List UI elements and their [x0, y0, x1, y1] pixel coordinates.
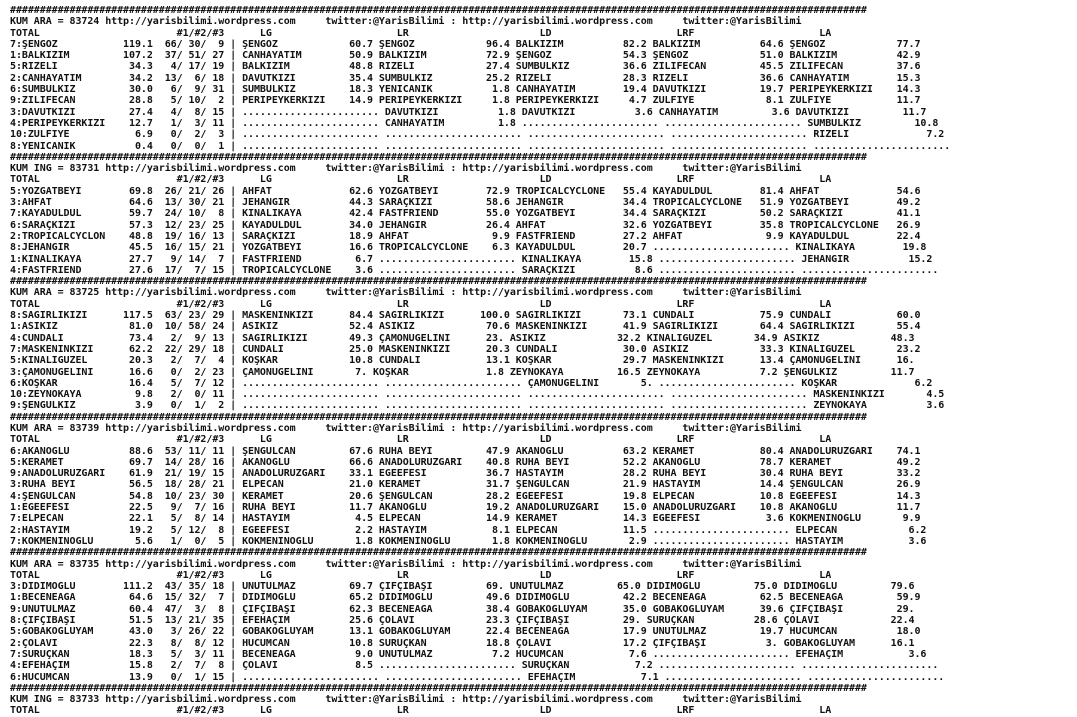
- column-headers: TOTAL #1/#2/#3 LG LR LD LRF LA: [10, 705, 832, 717]
- race-header: KUM ARA = 83739 http://yarisbilimi.wordpress.com twitter:@YarisBilimi : http://yarisbilimi.wordpress.com twitter:@YarisBilimi: [10, 422, 802, 434]
- horse-row: 5:KERAMET 69.7 14/ 28/ 16 | AKANOĞLU 66.6 ANADOLURÜZGARI 40.8 RUHA BEYİ 52.2 AKANOĞLU 78.7 KERAMET 49.2: [10, 456, 921, 468]
- column-headers: TOTAL #1/#2/#3 LG LR LD LRF LA: [10, 174, 832, 186]
- horse-row: 2:HASTAYIM 19.2 5/ 12/ 8 | EGEEFESİ 2.2 HASTAYIM 8.1 ELPECAN 11.5 ....................... ELPECAN 6.2: [10, 524, 927, 536]
- section-separator: ################################################################################################################################################: [10, 5, 867, 16]
- horse-row: 8:SAĞIRLIKIZI 117.5 63/ 23/ 29 | MASKENİNKIZI 84.4 SAĞIRLIKIZI 100.0 SAĞIRLIKIZI 73.1 CUNDALI 75.9 CUNDALI 60.0: [10, 310, 921, 322]
- horse-row: 1:BECENEAĞA 64.6 15/ 32/ 7 | DİDİMOĞLU 65.2 DİDİMOĞLU 49.6 DİDİMOĞLU 42.2 BECENEAĞA 62.5 BECENEAĞA 59.9: [10, 592, 921, 604]
- horse-row: 6:SÜMBÜLKIZ 30.0 6/ 9/ 31 | SÜMBÜLKIZ 18.3 YENİCANİK 1.8 CANHAYATIM 19.4 DAVUTKIZI 19.7 PERİPEYKERKIZI 14.3: [10, 84, 921, 96]
- horse-row: 6:SARAÇKIZI 57.3 12/ 23/ 25 | KAYADÜLDÜL 34.0 JEHANGIR 26.4 AHFAT 32.6 YOZGATBEYİ 35.8 TROPICALCYCLONE 26.9: [10, 219, 921, 231]
- horse-row: 10:ZEYNOKAYA 9.8 2/ 0/ 11 | ....................... ....................... ....................... ....................... MASKENİNKIZI 4.5: [10, 389, 945, 401]
- horse-row: 9:ANADOLURÜZGARI 61.9 21/ 19/ 15 | ANADOLURÜZGARI 33.1 EGEEFESİ 36.7 HASTAYIM 28.2 RUHA BEYİ 30.4 RUHA BEYİ 33.2: [10, 468, 921, 480]
- column-headers: TOTAL #1/#2/#3 LG LR LD LRF LA: [10, 298, 832, 310]
- horse-row: 5:GOBAKOĞLUYAM 43.0 3/ 26/ 22 | GOBAKOĞLUYAM 13.1 GOBAKOĞLUYAM 22.4 BECENEAĞA 17.9 UNUTULMAZ 19.7 HÜCUMCAN 18.0: [10, 626, 921, 638]
- column-headers: TOTAL #1/#2/#3 LG LR LD LRF LA: [10, 27, 832, 39]
- horse-row: 7:KAYADÜLDÜL 59.7 24/ 10/ 8 | KINALIKAYA 42.4 FASTFRIEND 55.0 YOZGATBEYİ 34.4 SARAÇKIZI 50.2 SARAÇKIZI 41.1: [10, 208, 921, 220]
- horse-row: 1:ASIKIZ 81.0 10/ 58/ 24 | ASIKIZ 52.4 ASIKIZ 70.6 MASKENİNKIZI 41.9 SAĞIRLIKIZI 64.4 SAĞIRLIKIZI 55.4: [10, 321, 921, 333]
- section-separator: ################################################################################################################################################: [10, 411, 867, 423]
- column-headers: TOTAL #1/#2/#3 LG LR LD LRF LA: [10, 434, 832, 446]
- column-headers: TOTAL #1/#2/#3 LG LR LD LRF LA: [10, 569, 832, 581]
- horse-row: 9:ZİLİFECAN 28.8 5/ 10/ 2 | PERİPEYKERKIZI 14.9 PERİPEYKERKIZI 1.8 PERİPEYKERKIZI 4.7 ZÜLFİYE 8.1 ZÜLFİYE 11.7: [10, 95, 921, 107]
- horse-row: 4:PERİPEYKERKIZI 12.7 1/ 3/ 11 | ....................... CANHAYATIM 1.8 ....................... ....................... SÜMBÜLKIZ 10.8: [10, 117, 939, 129]
- horse-row: 4:CUNDALI 73.4 2/ 9/ 13 | SAĞIRLIKIZI 49.3 ÇAMÖNÜGELİNİ 23. ASIKIZ 32.2 KINALIGÜZEL 34.9 ASIKIZ 48.3: [10, 332, 915, 344]
- race-report-sheet: [10, 5, 950, 717]
- horse-row: 2:ÇOLAVİ 22.3 8/ 8/ 12 | HÜCUMCAN 10.8 SURUÇKAN 18.8 ÇOLAVİ 17.2 ÇİFÇİBAŞI 3. GOBAKOĞLUYAM 16.1: [10, 637, 915, 649]
- horse-row: 3:DAVUTKIZI 27.4 4/ 8/ 15 | ....................... DAVUTKIZI 1.8 DAVUTKIZI 3.6 CANHAYATIM 3.6 DAVUTKIZI 11.7: [10, 106, 927, 118]
- horse-row: 1:KINALIKAYA 27.7 9/ 14/ 7 | FASTFRIEND 6.7 ....................... KINALIKAYA 15.8 ....................... JEHANGIR 15.2: [10, 253, 933, 265]
- horse-row: 7:ELPECAN 22.1 5/ 8/ 14 | HASTAYIM 4.5 ELPECAN 14.9 KERAMET 14.3 EGEEFESİ 3.6 KÖKMENİNOĞLU 9.9: [10, 513, 921, 525]
- race-header: KUM ARA = 83735 http://yarisbilimi.wordpress.com twitter:@YarisBilimi : http://yarisbilimi.wordpress.com twitter:@YarisBilimi: [10, 558, 802, 570]
- horse-row: 10:ZÜLFİYE 6.9 0/ 2/ 3 | ....................... ....................... ....................... ....................... RİZELİ 7.2: [10, 129, 945, 141]
- horse-row: 5:YOZGATBEYİ 69.8 26/ 21/ 26 | AHFAT 62.6 YOZGATBEYİ 72.9 TROPICALCYCLONE 55.4 KAYADÜLDÜL 81.4 AHFAT 54.6: [10, 185, 921, 197]
- horse-row: 7:SURUÇKAN 18.3 5/ 3/ 11 | BECENEAĞA 9.0 UNUTULMAZ 7.2 HÜCUMCAN 7.6 ....................... EFEHAÇİM 3.6: [10, 648, 927, 660]
- section-separator: ################################################################################################################################################: [10, 276, 867, 288]
- horse-row: 3:AHFAT 64.6 13/ 30/ 21 | JEHANGIR 44.3 SARAÇKIZI 58.6 JEHANGIR 34.4 TROPICALCYCLONE 51.9 YOZGATBEYİ 49.2: [10, 197, 921, 209]
- race-header: KUM ARA = 83725 http://yarisbilimi.wordpress.com twitter:@YarisBilimi : http://yarisbilimi.wordpress.com twitter:@YarisBilimi: [10, 287, 802, 299]
- horse-row: 1:EGEEFESİ 22.5 9/ 7/ 16 | RUHA BEYİ 11.7 AKANOĞLU 19.2 ANADOLURÜZGARI 15.0 ANADOLURÜZGARI 10.8 AKANOĞLU 11.7: [10, 502, 921, 514]
- race-header: KUM ING = 83733 http://yarisbilimi.wordpress.com twitter:@YarisBilimi : http://yarisbilimi.wordpress.com twitter:@YarisBilimi: [10, 694, 802, 706]
- horse-row: 7:KÖKMENİNOĞLU 5.6 1/ 0/ 5 | KÖKMENİNOĞLU 1.8 KÖKMENİNOĞLU 1.8 KÖKMENİNOĞLU 2.9 ....................... HASTAYIM 3.6: [10, 535, 927, 547]
- horse-row: 6:AKANOĞLU 88.6 53/ 11/ 11 | ŞENGÜLCAN 67.6 RUHA BEYİ 47.9 AKANOĞLU 63.2 KERAMET 80.4 ANADOLURÜZGARI 74.1: [10, 445, 921, 457]
- horse-row: 3:RUHA BEYİ 56.5 18/ 28/ 21 | ELPECAN 21.0 KERAMET 31.7 ŞENGÜLCAN 21.9 HASTAYIM 14.4 ŞENGÜLCAN 26.9: [10, 479, 921, 491]
- section-separator: ################################################################################################################################################: [10, 682, 867, 694]
- horse-row: 8:JEHANGIR 45.5 16/ 15/ 21 | YOZGATBEYİ 16.6 TROPICALCYCLONE 6.3 KAYADÜLDÜL 20.7 ....................... KINALIKAYA 19.8: [10, 242, 927, 254]
- horse-row: 6:KOŞKAR 16.4 5/ 7/ 12 | ....................... ....................... ÇAMÖNÜGELİNİ 5. ....................... KOŞKAR 6.2: [10, 377, 933, 389]
- section-separator: ################################################################################################################################################: [10, 547, 867, 559]
- horse-row: 7:ŞENGÖZ 119.1 66/ 30/ 9 | ŞENGÖZ 60.7 ŞENGÖZ 96.4 BALKIZIM 82.2 BALKIZIM 64.6 ŞENGÖZ 77.7: [10, 38, 921, 50]
- horse-row: 2:CANHAYATIM 34.2 13/ 6/ 18 | DAVUTKIZI 35.4 SÜMBÜLKIZ 25.2 RİZELİ 28.3 RİZELİ 36.6 CANHAYATIM 15.3: [10, 72, 921, 84]
- horse-row: 4:ŞENGÜLCAN 54.8 10/ 23/ 30 | KERAMET 20.6 ŞENGÜLCAN 28.2 EGEEFESİ 19.8 ELPECAN 10.8 EGEEFESİ 14.3: [10, 490, 921, 502]
- horse-row: 2:TROPICALCYCLON 48.8 19/ 16/ 13 | SARAÇKIZI 18.9 AHFAT 9.9 FASTFRIEND 27.2 AHFAT 9.9 KAYADÜLDÜL 22.4: [10, 230, 921, 242]
- horse-row: 5:RİZELİ 34.3 4/ 17/ 19 | BALKIZIM 48.8 RİZELİ 27.4 SÜMBÜLKIZ 36.6 ZİLİFECAN 45.5 ZİLİFECAN 37.6: [10, 61, 921, 73]
- horse-row: 3:ÇAMÖNÜGELİNİ 16.6 0/ 2/ 23 | ÇAMÖNÜGELİNİ 7. KOŞKAR 1.8 ZEYNOKAYA 16.5 ZEYNOKAYA 7.2 ŞENGÜLKIZ 11.7: [10, 366, 915, 378]
- horse-row: 4:EFEHAÇİM 15.8 2/ 7/ 8 | ÇOLAVİ 8.5 ....................... SURUÇKAN 7.2 ....................... .......................: [10, 660, 939, 672]
- horse-row: 5:KINALIGÜZEL 20.3 2/ 7/ 4 | KOŞKAR 10.8 CUNDALI 13.1 KOŞKAR 29.7 MASKENİNKIZI 13.4 ÇAMÖNÜGELİNİ 16.: [10, 355, 915, 367]
- horse-row: 7:MASKENİNKIZI 62.2 22/ 29/ 18 | CUNDALI 25.0 MASKENİNKIZI 20.3 CUNDALI 30.0 ASIKIZ 33.3 KINALIGÜZEL 23.2: [10, 343, 921, 355]
- race-header: KUM ING = 83731 http://yarisbilimi.wordpress.com twitter:@YarisBilimi : http://yarisbilimi.wordpress.com twitter:@YarisBilimi: [10, 163, 802, 175]
- section-separator: ################################################################################################################################################: [10, 151, 867, 163]
- horse-row: 8:ÇİFÇİBAŞI 51.5 13/ 21/ 35 | EFEHAÇİM 25.6 ÇOLAVİ 23.3 ÇİFÇİBAŞI 29. SURUÇKAN 28.6 ÇOLAVİ 22.4: [10, 615, 915, 627]
- race-header: KUM ARA = 83724 http://yarisbilimi.wordpress.com twitter:@YarisBilimi : http://yarisbilimi.wordpress.com twitter:@YarisBilimi: [10, 16, 802, 28]
- horse-row: 9:ŞENGÜLKIZ 3.9 0/ 1/ 2 | ....................... ....................... ....................... ....................... ZEYNOKAYA 3.6: [10, 400, 945, 412]
- horse-row: 6:HÜCUMCAN 13.9 0/ 1/ 15 | ....................... ....................... EFEHAÇİM 7.1 ....................... .......................: [10, 671, 945, 683]
- horse-row: 8:YENİCANİK 0.4 0/ 0/ 1 | ....................... ....................... ....................... ....................... .......................: [10, 140, 951, 152]
- horse-row: 4:FASTFRIEND 27.6 17/ 7/ 15 | TROPICALCYCLONE 3.6 ....................... SARAÇKIZI 8.6 ....................... .......................: [10, 264, 939, 276]
- horse-row: 9:UNUTULMAZ 60.4 47/ 3/ 8 | ÇİFÇİBAŞI 62.3 BECENEAĞA 38.4 GOBAKOĞLUYAM 35.0 GOBAKOĞLUYAM 39.6 ÇİFÇİBAŞI 29.: [10, 603, 915, 615]
- horse-row: 1:BALKIZIM 107.2 37/ 51/ 27 | CANHAYATIM 50.9 BALKIZIM 72.9 ŞENGÖZ 54.3 ŞENGÖZ 51.0 BALKIZIM 42.9: [10, 50, 921, 62]
- horse-row: 3:DİDİMOĞLU 111.2 43/ 35/ 18 | UNUTULMAZ 69.7 ÇİFÇİBAŞI 69. UNUTULMAZ 65.0 DİDİMOĞLU 75.0 DİDİMOĞLU 79.6: [10, 581, 915, 593]
